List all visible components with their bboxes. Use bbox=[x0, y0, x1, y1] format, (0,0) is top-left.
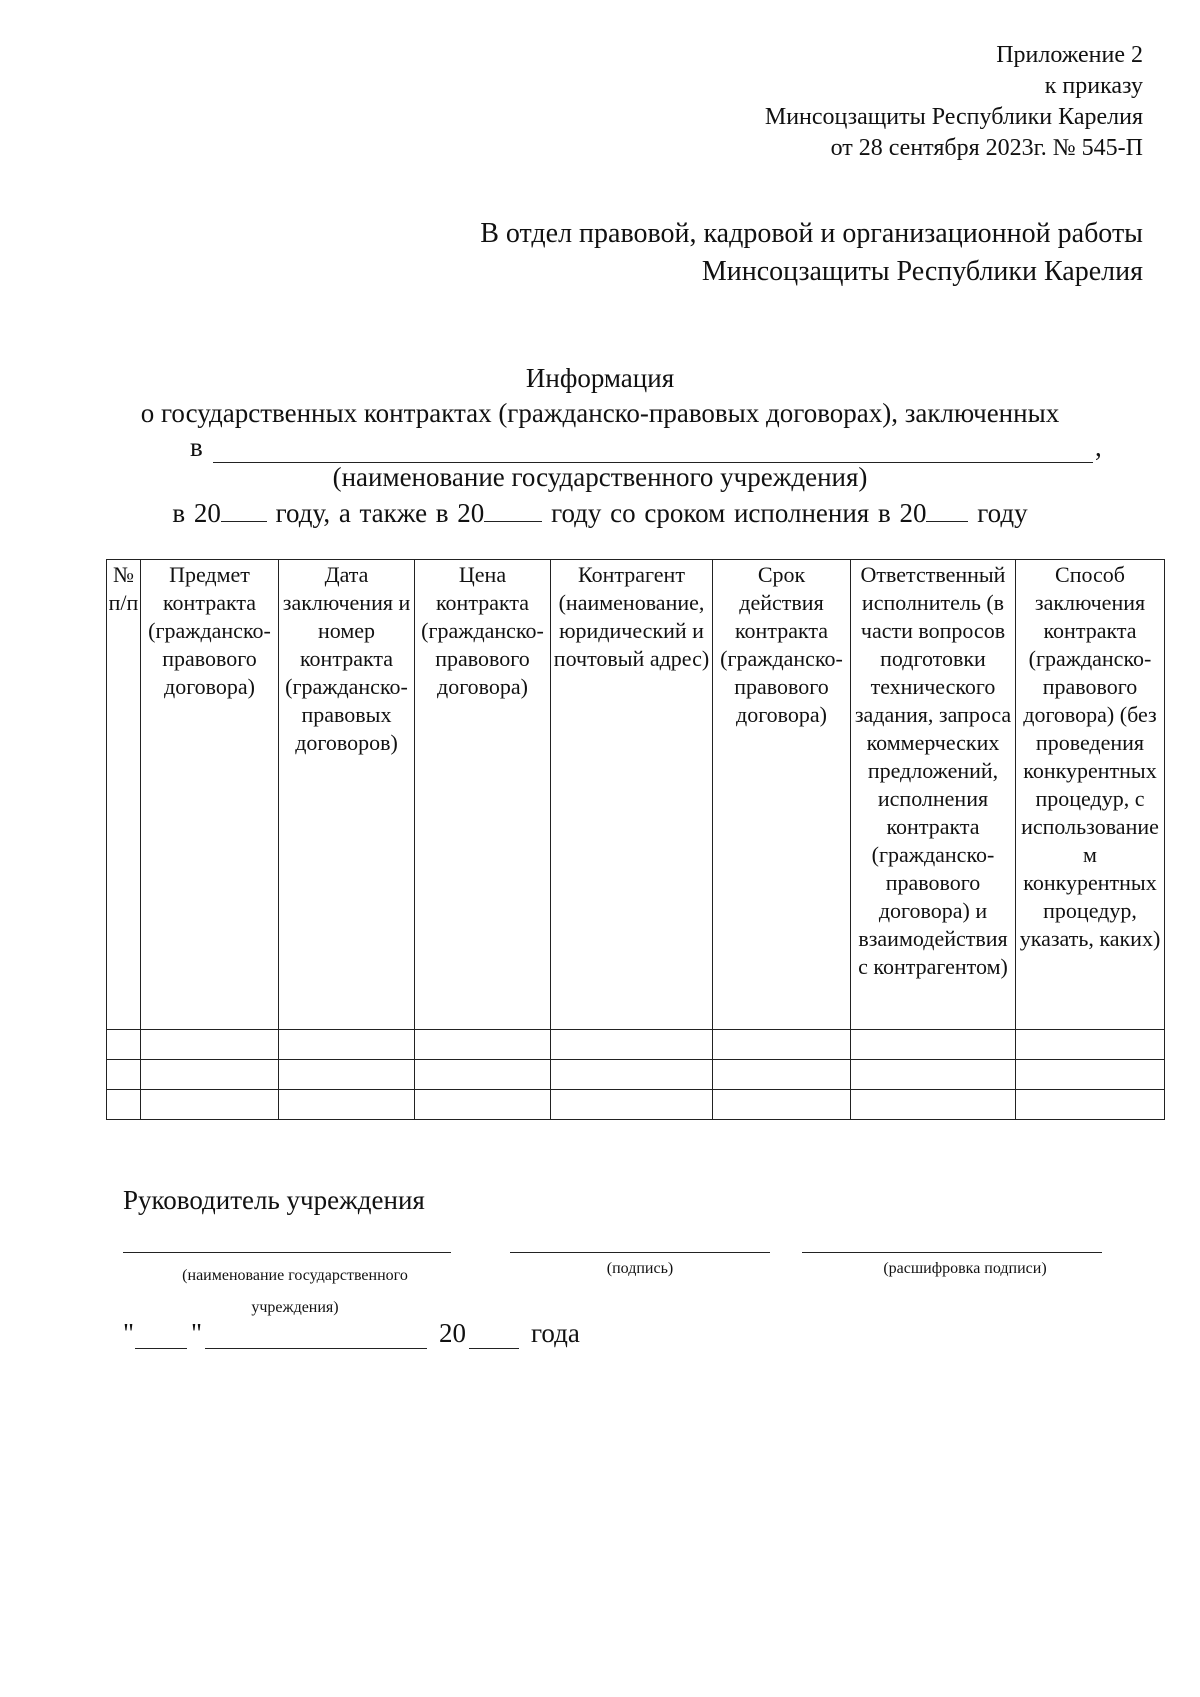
addressee-line: Минсоцзащиты Республики Карелия bbox=[701, 256, 1143, 287]
table-cell bbox=[851, 1090, 1016, 1120]
table-header-row bbox=[107, 560, 1165, 1030]
table-cell bbox=[107, 1060, 141, 1090]
years-text-3: году со сроком исполнения в 20 bbox=[551, 498, 927, 528]
year-blank-2 bbox=[484, 499, 542, 522]
table-cell bbox=[107, 1030, 141, 1060]
column-header-subject: Предмет контракта (гражданско-правового договора) bbox=[141, 560, 279, 1030]
institution-prefix: в bbox=[190, 432, 203, 462]
table-cell bbox=[415, 1090, 551, 1120]
document-title: Информация bbox=[525, 363, 675, 393]
day-blank bbox=[135, 1348, 187, 1349]
table-cell bbox=[1016, 1060, 1165, 1090]
document-subtitle: о государственных контрактах (гражданско-правовых договорах), заключенных bbox=[140, 398, 1060, 428]
years-line bbox=[0, 498, 1200, 529]
institution-name-line bbox=[123, 1252, 451, 1253]
institution-name-caption: (наименование государственного учреждения) bbox=[182, 1267, 408, 1316]
appendix-line: Минсоцзащиты Республики Карелия bbox=[764, 104, 1143, 130]
table-cell bbox=[851, 1060, 1016, 1090]
column-header-term: Срок действия контракта (гражданско-правового договора) bbox=[713, 560, 851, 1030]
appendix-line: к приказу bbox=[1044, 73, 1143, 99]
table-cell bbox=[279, 1030, 415, 1060]
signature-decryption-line bbox=[802, 1252, 1102, 1253]
table-cell bbox=[1016, 1090, 1165, 1120]
table-cell bbox=[415, 1030, 551, 1060]
table-cell bbox=[141, 1030, 279, 1060]
table-row bbox=[107, 1030, 1165, 1060]
column-header-number: № п/п bbox=[107, 560, 141, 1030]
year-suffix: года bbox=[531, 1318, 580, 1348]
table-row bbox=[107, 1060, 1165, 1090]
table-cell bbox=[1016, 1030, 1165, 1060]
signature-line bbox=[510, 1252, 770, 1253]
signature-caption: (подпись) bbox=[606, 1260, 674, 1277]
table-cell bbox=[107, 1090, 141, 1120]
years-text-1: в 20 bbox=[172, 498, 221, 528]
contracts-table bbox=[106, 559, 1165, 1120]
date-quote-open: " bbox=[123, 1318, 135, 1348]
table-cell bbox=[713, 1090, 851, 1120]
table-cell bbox=[551, 1030, 713, 1060]
appendix-note bbox=[765, 40, 1143, 164]
column-header-responsible: Ответственный исполнитель (в части вопросов подготовки технического задания, запроса коммерческих предложений, исполнения контракта (гражданско-правового договора) и взаимодействия с контрагентом) bbox=[851, 560, 1016, 1030]
years-text-2: году, а также в 20 bbox=[275, 498, 485, 528]
year-blank-1 bbox=[221, 499, 267, 522]
date-fill-line bbox=[123, 1318, 683, 1354]
appendix-line: от 28 сентября 2023г. № 545-П bbox=[830, 135, 1143, 161]
table-cell bbox=[851, 1030, 1016, 1060]
appendix-line: Приложение 2 bbox=[996, 42, 1143, 68]
year-prefix: 20 bbox=[439, 1318, 466, 1348]
addressee-block bbox=[480, 215, 1143, 291]
table-cell bbox=[551, 1060, 713, 1090]
table-row bbox=[107, 1090, 1165, 1120]
signature-decryption-caption: (расшифровка подписи) bbox=[883, 1260, 1047, 1277]
table-cell bbox=[141, 1060, 279, 1090]
head-of-institution-label: Руководитель учреждения bbox=[123, 1185, 425, 1215]
institution-fill-line bbox=[0, 432, 1200, 466]
table-cell bbox=[551, 1090, 713, 1120]
table-cell bbox=[713, 1060, 851, 1090]
table-cell bbox=[279, 1060, 415, 1090]
table-cell bbox=[141, 1090, 279, 1120]
institution-hint: (наименование государственного учреждения) bbox=[332, 462, 868, 492]
table-cell bbox=[279, 1090, 415, 1120]
years-text-4: году bbox=[977, 498, 1028, 528]
column-header-date: Дата заключения и номер контракта (гражданско-правовых договоров) bbox=[279, 560, 415, 1030]
year-blank-3 bbox=[926, 499, 968, 522]
table-cell bbox=[415, 1060, 551, 1090]
addressee-line: В отдел правовой, кадровой и организационной работы bbox=[480, 218, 1143, 249]
institution-suffix: , bbox=[1095, 432, 1102, 462]
column-header-counterparty: Контрагент (наименование, юридический и почтовый адрес) bbox=[551, 560, 713, 1030]
table-cell bbox=[713, 1030, 851, 1060]
month-blank bbox=[205, 1348, 427, 1349]
date-quote-close: " bbox=[191, 1318, 203, 1348]
column-header-price: Цена контракта (гражданско-правового договора) bbox=[415, 560, 551, 1030]
column-header-method: Способ заключения контракта (гражданско-правового договора) (без проведения конкурентных процедур, с использованием конкурентных процедур, указать, каких) bbox=[1016, 560, 1165, 1030]
year-blank bbox=[469, 1348, 519, 1349]
